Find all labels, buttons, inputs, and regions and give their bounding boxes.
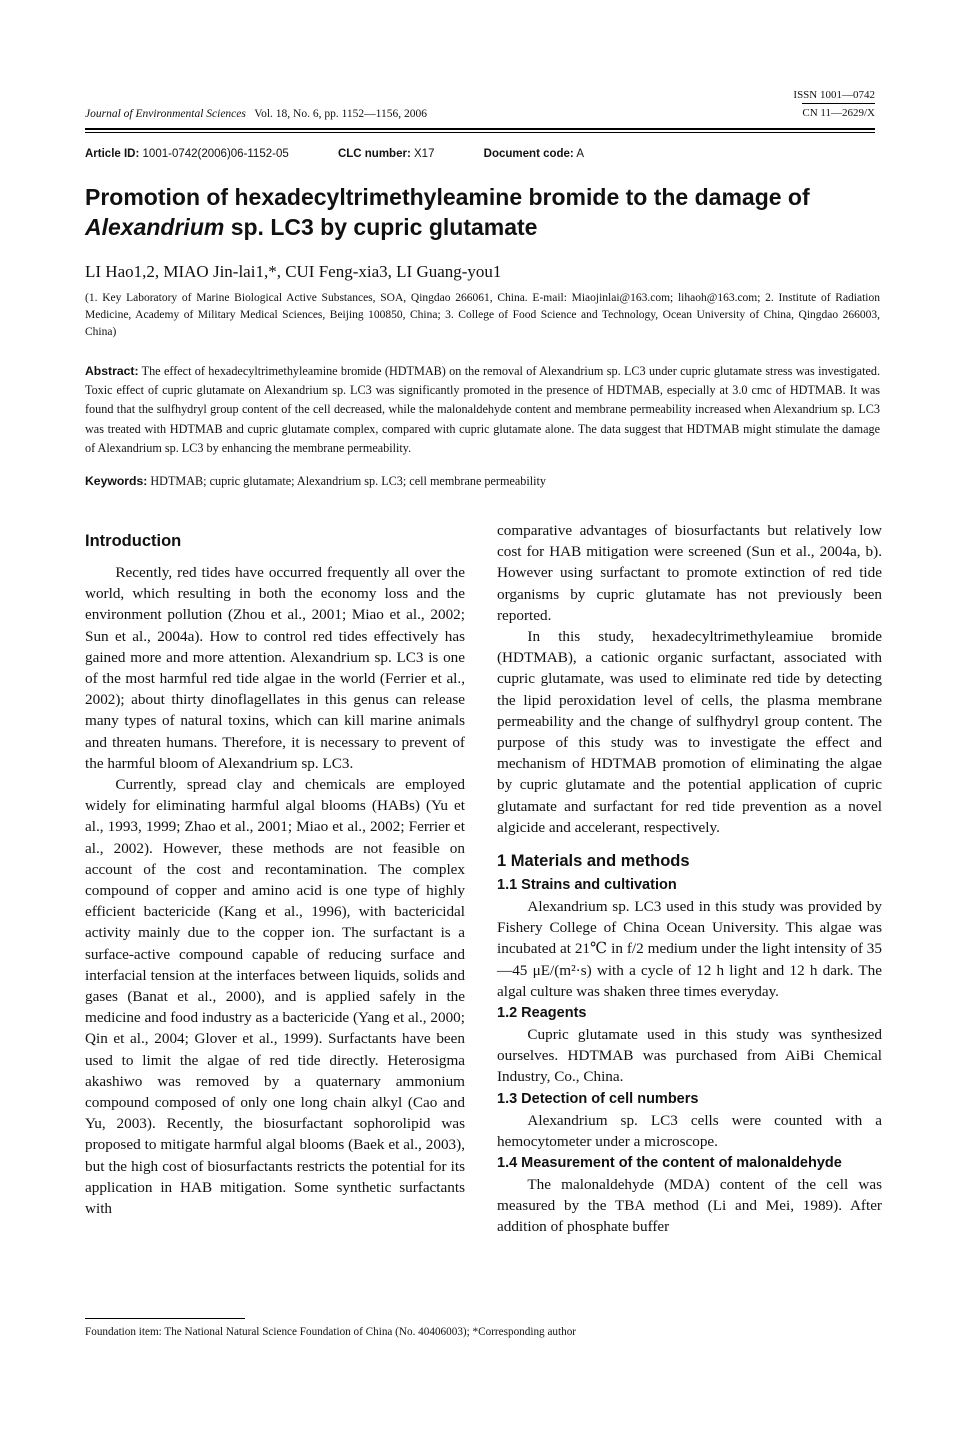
right-column [497,520,882,1238]
intro-paragraph-3: comparative advantages of biosurfactants but relatively low cost for HAB mitigation were screened (Sun et al., 2004a, b). However using surfactant to promote extinction of red tide organisms by cupric glutamate has not previously been reported. [497,522,882,624]
issn: ISSN 1001—0742 [793,89,875,101]
section-heading-methods: 1 Materials and methods [497,852,690,871]
title-genus: Alexandrium [85,214,225,240]
footnote: Foundation item: The National Natural Science Foundation of China (No. 40406003); *Corresponding author [85,1326,577,1338]
clc-number: X17 [414,148,435,160]
subsection-heading-cell-numbers: 1.3 Detection of cell numbers [497,1090,699,1107]
affiliations: (1. Key Laboratory of Marine Biological Active Substances, SOA, Qingdao 266061, China. E-mail: Miaojinlai@163.com; lihaoh@163.com; 2. Institute of Radiation Medicine, Academy of Military Medical Sciences, Beijing 100850, China; 3. College of Food Science and Technology, Ocean University of China, Qingdao 266003, China) [85,292,880,338]
header-rule [85,128,875,130]
subsection-heading-strains: 1.1 Strains and cultivation [497,877,677,894]
header-rule-thin [85,132,875,133]
authors: LI Hao1,2, MIAO Jin-lai1,*, CUI Feng-xia3, LI Guang-you1 [85,262,502,281]
mda-paragraph: The malonaldehyde (MDA) content of the cell was measured by the TBA method (Li and Mei, 1989). After addition of phosphate buffer [497,1176,882,1236]
intro-paragraph-4: In this study, hexadecyltrimethyleamiue bromide (HDTMAB), a cationic organic surfactant, associated with cupric glutamate, was used to eliminate red tide by detecting the lipid peroxidation level of cells, the plasma membrane permeability and the change of sulfhydryl group content. The purpose of this study was to investigate the effect and mechanism of HDTMAB promotion of eliminating the algae by cupric glutamate and the potential application of cupric glutamate and surfactant for red tide prevention as a novel algicide and accelerant, respectively. [497,628,882,836]
keywords [85,474,880,489]
keywords-text: HDTMAB; cupric glutamate; Alexandrium sp. LC3; cell membrane permeability [150,474,547,488]
keywords-label: Keywords: [85,474,148,488]
abstract-label: Abstract: [85,364,139,378]
issn-block [793,88,875,121]
intro-paragraph-1: Recently, red tides have occurred frequently all over the world, which resulting in both the economy loss and the environment pollution (Zhou et al., 2001; Miao et al., 2002; Sun et al., 2004a). How to control red tides effectively has gained more and more attention. Alexandrium sp. LC3 is one of the most harmful red tide algae in the world (Ferrier et al., 2002); about thirty dinoflagellates in this genus can release many types of natural toxins, which can kill marine animals and threaten humans. Therefore, it is necessary to prevent of the harmful bloom of Alexandrium sp. LC3. [85,564,465,772]
cn-number: CN 11—2629/X [802,103,875,121]
abstract-text: The effect of hexadecyltrimethyleamine bromide (HDTMAB) on the removal of Alexandrium sp. LC3 under cupric glutamate stress was investigated. Toxic effect of cupric glutamate on Alexandrium sp. LC3 was significantly promoted in the presence of HDTMAB, especially at 3.0 cmc of HDTMAB. It was found that the sulfhydryl group content of the cell decreased, while the malonaldehyde content and membrane permeability increased when Alexandrium sp. LC3 was treated with HDTMAB and cupric glutamate complex, compared with cupric glutamate alone. The data suggest that HDTMAB might stimulate the damage of Alexandrium sp. LC3 by enhancing the membrane permeability. [85,364,880,455]
strains-paragraph: Alexandrium sp. LC3 used in this study was provided by Fishery College of China Ocean University. This algae was incubated at 21℃ in f/2 medium under the light intensity of 35—45 μE/(m²·s) with a cycle of 12 h light and 12 h dark. The algal culture was shaken three times everyday. [497,898,882,1000]
left-column [85,528,465,1219]
section-heading-introduction: Introduction [85,532,182,550]
title-line1: Promotion of hexadecyltrimethyleamine bromide to the damage of [85,184,810,210]
journal-volume: Vol. 18, No. 6, pp. 1152—1156, 2006 [254,108,428,120]
subsection-heading-reagents: 1.2 Reagents [497,1005,587,1022]
journal-name: Journal of Environmental Sciences [85,108,246,120]
cell-numbers-paragraph: Alexandrium sp. LC3 cells were counted with a hemocytometer under a microscope. [497,1111,882,1150]
abstract [85,362,880,458]
article-id-label: Article ID: [85,148,140,160]
article-id: 1001-0742(2006)06-1152-05 [142,148,289,160]
intro-paragraph-2: Currently, spread clay and chemicals are employed widely for eliminating harmful algal blooms (HABs) (Yu et al., 1993, 1999; Zhao et al., 2001; Miao et al., 2002; Ferrier et al., 2002). However, these methods are not feasible on account of the cost and recontamination. The complex compound of copper and amino acid is one type of highly efficient bactericide (Kang et al., 1996), with bactericidal activity mainly due to the copper ion. The surfactant is a surface-active compound capable of reducing surface and interfacial tension at the interfaces between liquids, solids and gases (Banat et al., 2000), and is applied safely in the medicine and food industry as a bactericide (Yang et al., 2000; Qin et al., 2004; Glover et al., 1999). Surfactants have been used to limit the algae of red tide directly. Heterosigma akashiwo was removed by a quaternary ammonium compound composed of only one long chain alkyl (Cao and Yu, 2003). Recently, the biosurfactant sophorolipid was proposed to mitigate harmful algal blooms (Baek et al., 2003), but the high cost of biosurfactants restricts the potential for its application in HAB mitigation. Some synthetic surfactants with [85,776,465,1218]
reagents-paragraph: Cupric glutamate used in this study was synthesized ourselves. HDTMAB was purchased from AiBi Chemical Industry, Co., China. [497,1026,882,1086]
footnote-rule [85,1318,245,1319]
article-ids [85,148,584,160]
paper-title [85,182,885,242]
clc-label: CLC number: [337,148,411,160]
doc-code: A [576,148,584,160]
journal-line [85,108,427,120]
subsection-heading-mda: 1.4 Measurement of the content of malonaldehyde [497,1155,842,1172]
doc-code-label: Document code: [483,148,574,160]
title-line2: sp. LC3 by cupric glutamate [224,214,538,240]
